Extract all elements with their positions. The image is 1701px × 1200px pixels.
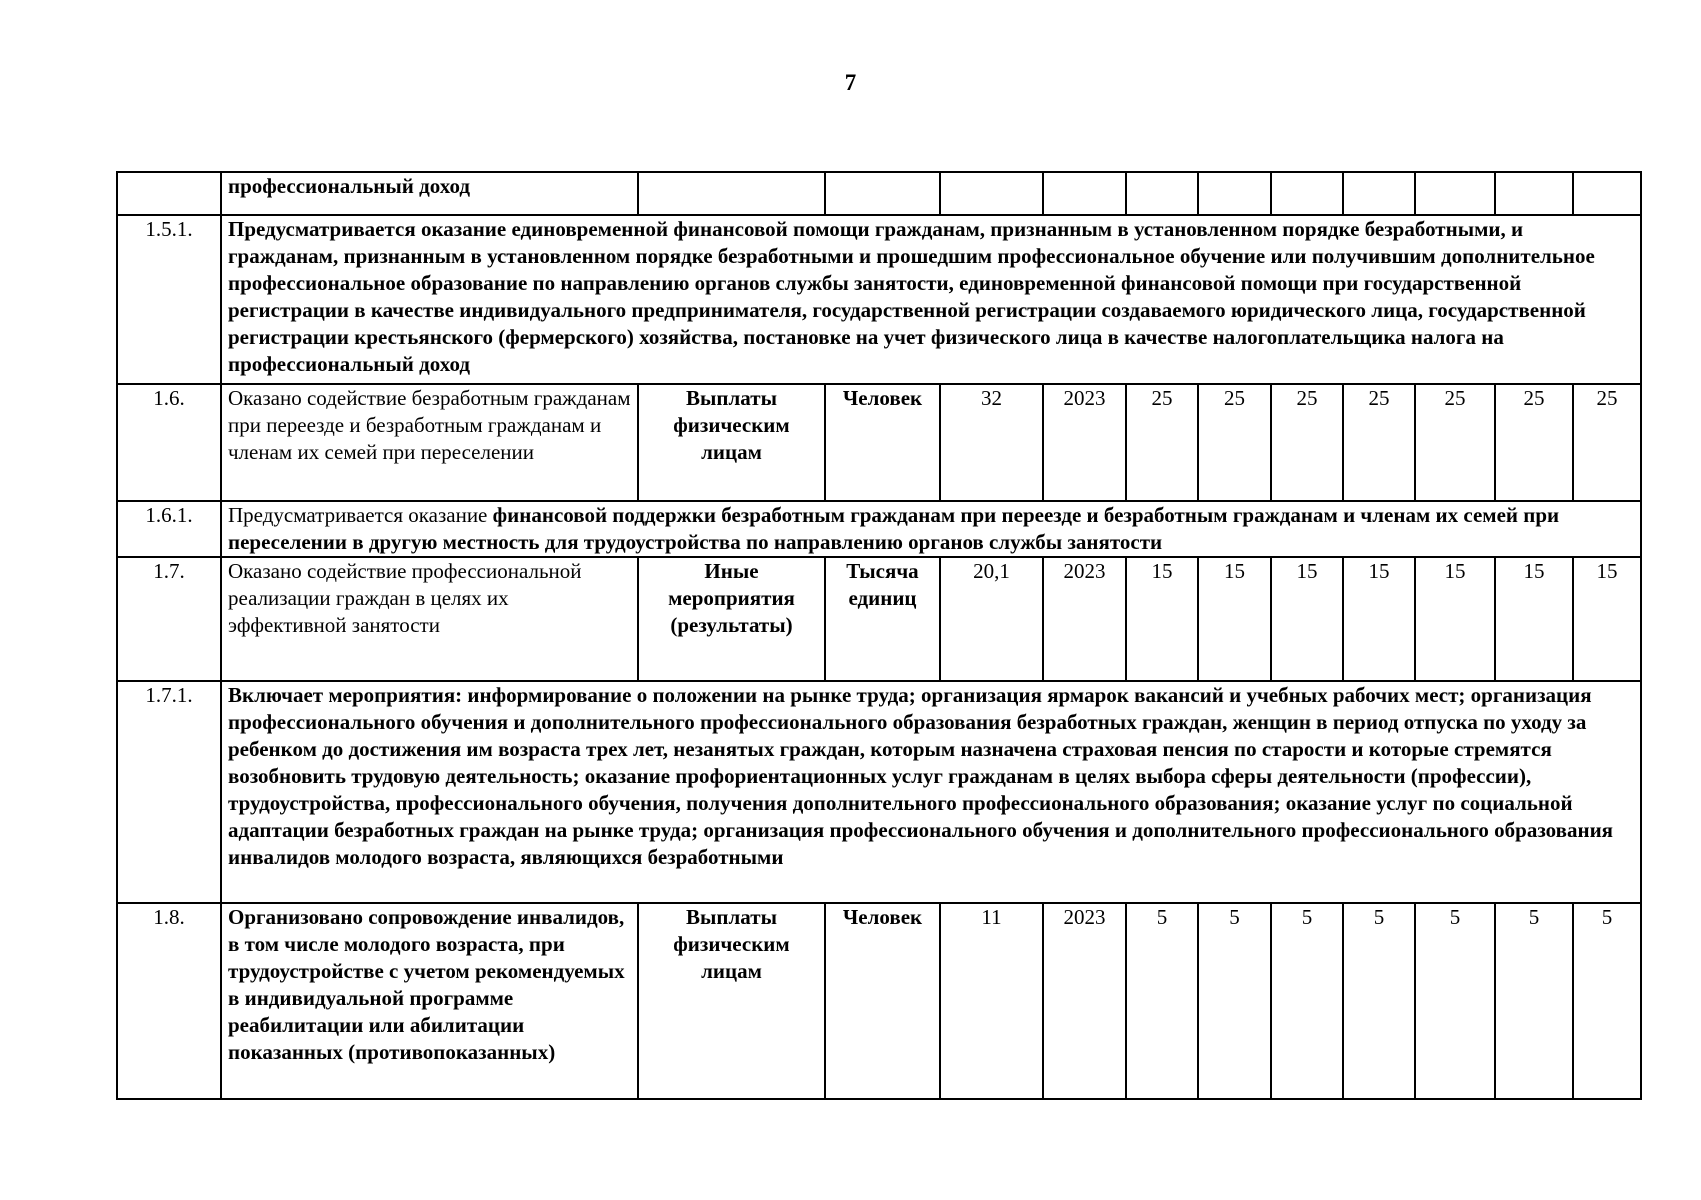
value-cell: 5 — [1343, 903, 1415, 1099]
value-cell — [1126, 172, 1198, 215]
value-cell — [1415, 172, 1495, 215]
base-value-cell — [940, 172, 1043, 215]
base-value-cell: 11 — [940, 903, 1043, 1099]
result-name-cell: профессиональный доход — [221, 172, 638, 215]
value-cell — [1198, 172, 1271, 215]
description-cell: Включает мероприятия: информирование о положении на рынке труда; организация ярмарок вакансий и учебных рабочих мест; организация профессионального обучения и дополнительного профессионального образования безработных граждан, женщин в период отпуска по уходу за ребенком до достижения им возраста трех лет, незанятых граждан, которым назначена страховая пенсия по старости и которые стремятся возобновить трудовую деятельность; оказание профориентационных услуг гражданам в целях выбора сферы деятельности (профессии), трудоустройства, профессионального обучения, получения дополнительного профессионального образования; оказание услуг по социальной адаптации безработных граждан на рынке труда; организация профессионального обучения и дополнительного профессионального образования инвалидов молодого возраста, являющихся безработными — [221, 681, 1641, 903]
value-cell: 25 — [1271, 384, 1343, 501]
base-year-cell: 2023 — [1043, 384, 1126, 501]
row-number-cell: 1.7. — [117, 557, 221, 681]
row-number-cell: 1.8. — [117, 903, 221, 1099]
value-cell: 25 — [1573, 384, 1641, 501]
value-cell: 25 — [1495, 384, 1573, 501]
value-cell: 15 — [1573, 557, 1641, 681]
value-cell: 15 — [1126, 557, 1198, 681]
table-row-1-8 — [117, 903, 1641, 1099]
value-cell: 15 — [1198, 557, 1271, 681]
table-row-1-7-1 — [117, 681, 1641, 903]
description-cell — [221, 501, 1641, 557]
description-lead: Предусматривается оказание — [228, 503, 493, 527]
description-cell: Предусматривается оказание единовременной финансовой помощи гражданам, признанным в установленном порядке безработными, и гражданам, признанным в установленном порядке безработными и прошедшим профессиональное обучение или получившим дополнительное профессиональное образование по направлению органов службы занятости, единовременной финансовой помощи при государственной регистрации в качестве индивидуального предпринимателя, государственной регистрации создаваемого юридического лица, государственной регистрации крестьянского (фермерского) хозяйства, постановке на учет физического лица в качестве налогоплательщика налога на профессиональный доход — [221, 215, 1641, 384]
table-row-continuation — [117, 172, 1641, 215]
row-number-cell — [117, 172, 221, 215]
result-type-cell: Выплаты физическим лицам — [638, 903, 825, 1099]
row-number-cell: 1.6. — [117, 384, 221, 501]
row-number-cell: 1.6.1. — [117, 501, 221, 557]
result-name-cell: Организовано сопровождение инвалидов, в том числе молодого возраста, при трудоустройстве с учетом рекомендуемых в индивидуальной программе реабилитации или абилитации показанных (противопоказанных) — [221, 903, 638, 1099]
value-cell: 5 — [1415, 903, 1495, 1099]
value-cell: 5 — [1495, 903, 1573, 1099]
base-year-cell: 2023 — [1043, 903, 1126, 1099]
result-name-cell: Оказано содействие безработным гражданам при переезде и безработным гражданам и членам их семей при переселении — [221, 384, 638, 501]
value-cell: 5 — [1271, 903, 1343, 1099]
description-rest: финансовой поддержки безработным гражданам при переезде и безработным гражданам и членам их семей при переселении в другую местность для трудоустройства по направлению органов службы занятости — [228, 503, 1560, 554]
base-year-cell: 2023 — [1043, 557, 1126, 681]
result-type-cell — [638, 172, 825, 215]
base-year-cell — [1043, 172, 1126, 215]
value-cell: 25 — [1198, 384, 1271, 501]
value-cell: 5 — [1126, 903, 1198, 1099]
value-cell: 15 — [1343, 557, 1415, 681]
value-cell: 15 — [1495, 557, 1573, 681]
row-number-cell: 1.7.1. — [117, 681, 221, 903]
page-number: 7 — [844, 70, 857, 95]
value-cell: 25 — [1415, 384, 1495, 501]
unit-cell — [825, 172, 940, 215]
value-cell: 15 — [1271, 557, 1343, 681]
table-row-1-6-1 — [117, 501, 1641, 557]
value-cell: 25 — [1343, 384, 1415, 501]
result-name-cell: Оказано содействие профессиональной реализации граждан в целях их эффективной занятости — [221, 557, 638, 681]
base-value-cell: 32 — [940, 384, 1043, 501]
value-cell — [1495, 172, 1573, 215]
table-row-1-5-1 — [117, 215, 1641, 384]
value-cell — [1573, 172, 1641, 215]
results-table — [116, 171, 1642, 1100]
value-cell — [1343, 172, 1415, 215]
result-type-cell: Иные мероприятия (результаты) — [638, 557, 825, 681]
unit-cell: Человек — [825, 384, 940, 501]
result-type-cell: Выплаты физическим лицам — [638, 384, 825, 501]
table-row-1-6 — [117, 384, 1641, 501]
value-cell: 25 — [1126, 384, 1198, 501]
row-number-cell: 1.5.1. — [117, 215, 221, 384]
value-cell: 5 — [1198, 903, 1271, 1099]
base-value-cell: 20,1 — [940, 557, 1043, 681]
unit-cell: Человек — [825, 903, 940, 1099]
value-cell: 5 — [1573, 903, 1641, 1099]
value-cell — [1271, 172, 1343, 215]
unit-cell: Тысяча единиц — [825, 557, 940, 681]
table-row-1-7 — [117, 557, 1641, 681]
value-cell: 15 — [1415, 557, 1495, 681]
